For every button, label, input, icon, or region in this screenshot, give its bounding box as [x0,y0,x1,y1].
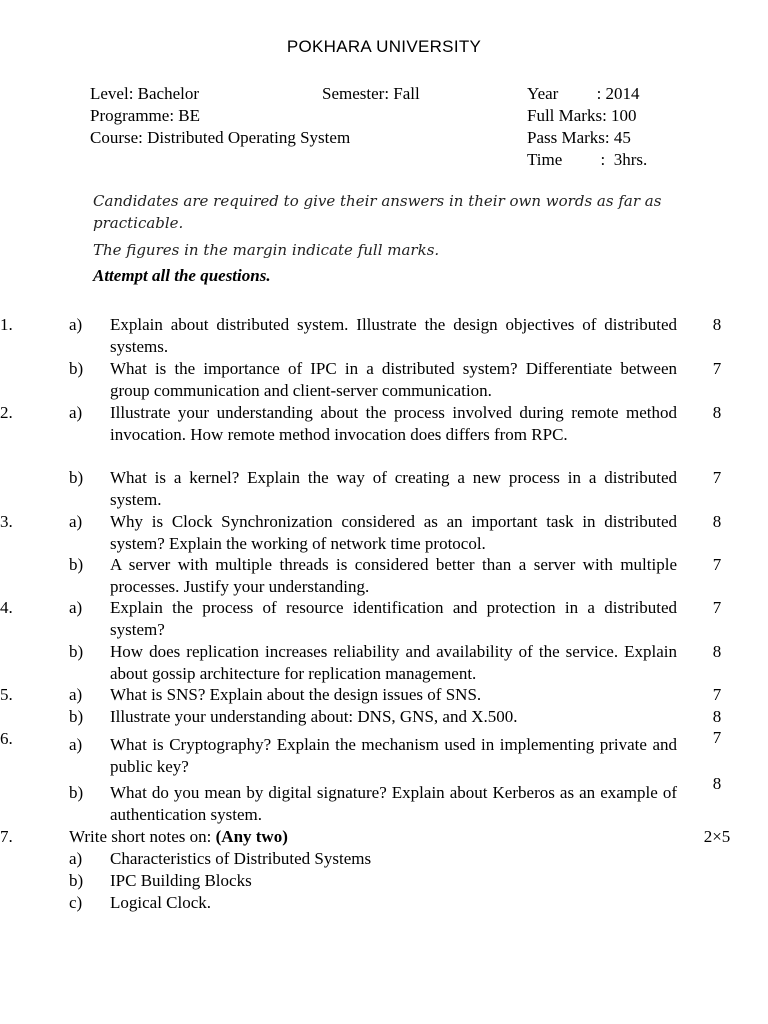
time-field: Time : 3hrs. [527,150,648,169]
pass-marks-field: Pass Marks: 45 [527,128,631,147]
question-number: 5. [0,685,13,704]
question-text: Explain the process of resource identification and protection in a distributed system? [110,598,677,639]
marks: 7 [712,598,722,617]
marks: 7 [712,728,722,747]
any-two-choice: (Any two) [215,827,288,846]
part-letter: c) [69,893,83,912]
part-letter: b) [69,555,84,574]
question-number: 4. [0,598,13,617]
part-letter: b) [69,468,84,487]
marks: 8 [712,315,722,334]
question-text: Explain about distributed system. Illustrate the design objectives of distributed systems. [110,315,677,356]
question-text: What is the importance of IPC in a distributed system? Differentiate between group communication and client-server communication. [110,359,677,400]
programme-field: Programme: BE [90,106,201,125]
part-letter: a) [69,512,83,531]
question-text: A server with multiple threads is considered better than a server with multiple processes. Justify your understanding. [110,555,677,596]
marks: 8 [712,642,722,661]
part-letter: a) [69,315,83,334]
marks: 8 [712,774,722,793]
level-field: Level: Bachelor [90,84,200,103]
marks: 7 [712,685,722,704]
short-note-text: IPC Building Blocks [110,871,252,890]
question-number: 7. [0,827,13,846]
instruction-own-words: Candidates are required to give their answers in their own words as far as practicable. [93,192,662,232]
part-letter: b) [69,707,84,726]
attempt-all-instruction: Attempt all the questions. [93,266,271,285]
instruction-full-marks: The figures in the margin indicate full marks. [93,241,440,259]
part-letter: a) [69,849,83,868]
question-number: 1. [0,315,13,334]
marks: 8 [712,512,722,531]
part-letter: a) [69,403,83,422]
short-note-text: Logical Clock. [110,893,212,912]
question-text: Illustrate your understanding about: DNS, GNS, and X.500. [110,707,518,726]
part-letter: a) [69,685,83,704]
part-letter: a) [69,598,83,617]
marks: 8 [712,707,722,726]
marks: 8 [712,403,722,422]
question-text: What is Cryptography? Explain the mechanism used in implementing private and public key? [110,735,677,776]
semester-field: Semester: Fall [322,84,420,103]
part-letter: b) [69,783,84,802]
course-field: Course: Distributed Operating System [90,128,351,147]
question-text: Illustrate your understanding about the process involved during remote method invocation. How remote method invocation does differs from RPC. [110,403,677,444]
marks: 7 [712,468,722,487]
question-number: 2. [0,403,13,422]
part-letter: b) [69,871,84,890]
question-number: 6. [0,729,13,748]
question-text: Why is Clock Synchronization considered as an important task in distributed system? Explain the working of network time protocol. [110,512,677,553]
question-text: What is SNS? Explain about the design issues of SNS. [110,685,482,704]
marks: 7 [712,359,722,378]
question-text: How does replication increases reliability and availability of the service. Explain about gossip architecture for replication management. [110,642,677,683]
part-letter: b) [69,359,84,378]
short-notes-instruction [69,826,288,848]
part-letter: a) [69,735,83,754]
university-title: POKHARA UNIVERSITY [286,37,482,56]
question-number: 3. [0,512,13,531]
question-text: What is a kernel? Explain the way of creating a new process in a distributed system. [110,468,677,509]
short-note-text: Characteristics of Distributed Systems [110,849,372,868]
year-field: Year : 2014 [527,84,640,103]
full-marks-field: Full Marks: 100 [527,106,637,125]
marks: 2×5 [703,827,731,846]
marks: 7 [712,555,722,574]
question-text: What do you mean by digital signature? Explain about Kerberos as an example of authentication system. [110,783,677,824]
part-letter: b) [69,642,84,661]
short-notes-prefix: Write short notes on: [69,827,216,846]
